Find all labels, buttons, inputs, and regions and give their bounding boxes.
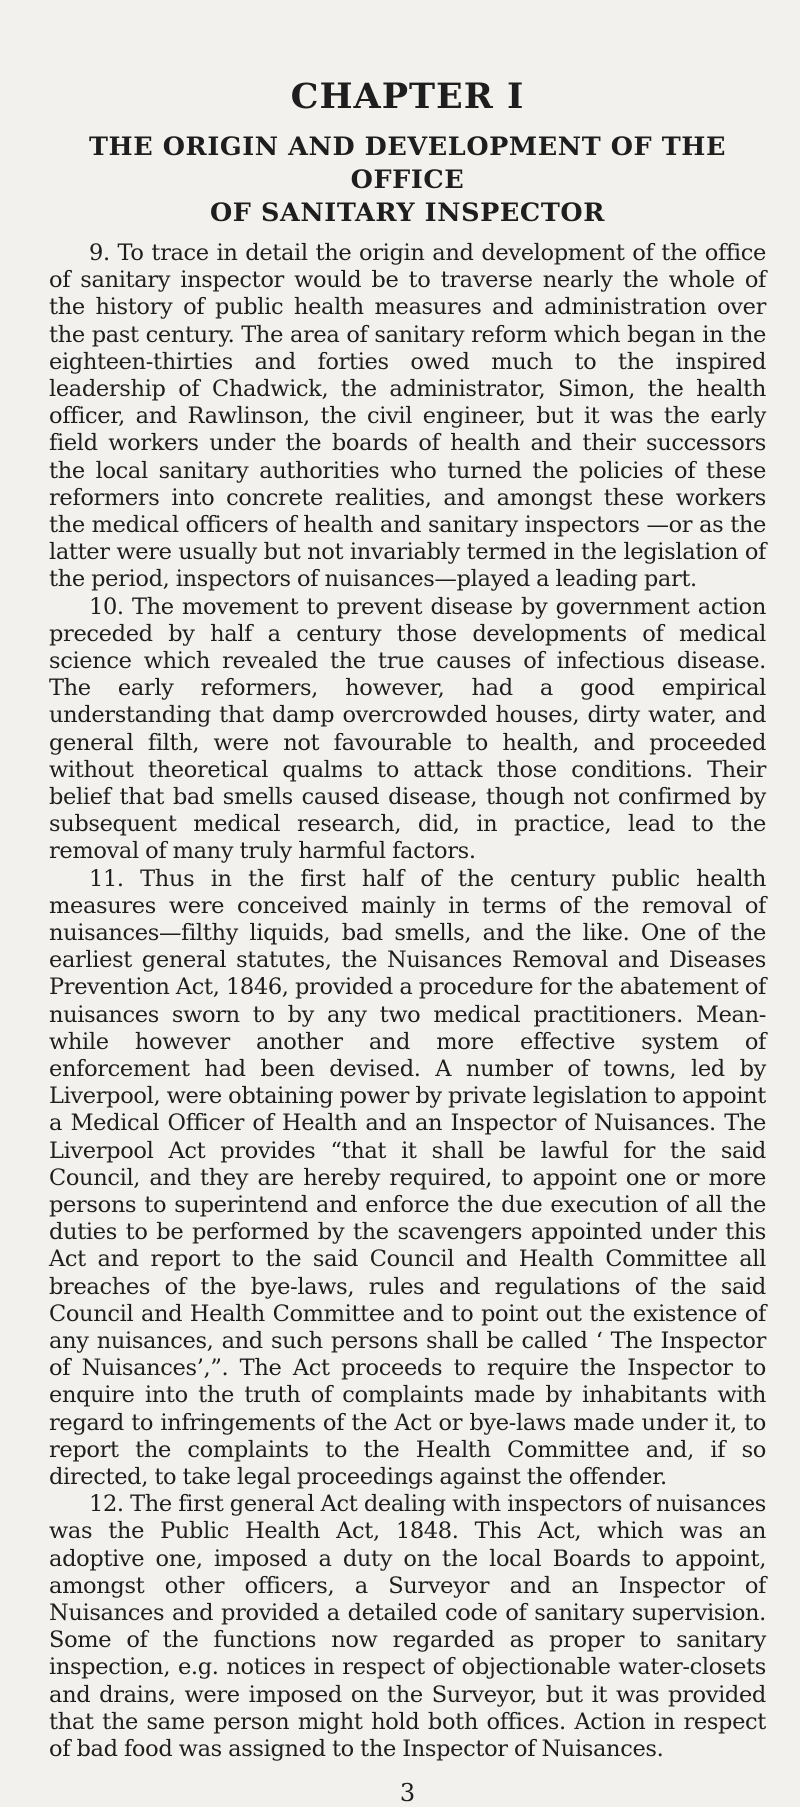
paragraph-12: 12. The first general Act dealing with inspectors of nuisances was the Public Health Act, 1848. This Act, which was an adoptive one, imposed a duty on the local Boards to appoint, amongst other officers, a Surveyor and an Inspector of Nuisances and provided a detailed code of sanitary supervision. Some of the functions now regarded as proper to sanitary inspection, e.g. notices in respect of objectionable water-closets and drains, were imposed on the Surveyor, but it was provided that the same person might hold both offices. Action in respect of bad food was assigned to the Inspector of Nuisances.	[49, 1491, 766, 1763]
chapter-heading: CHAPTER I	[290, 76, 525, 117]
paragraph-10: 10. The movement to prevent disease by government action preceded by half a century those developments of medical science which revealed the true causes of infectious disease. The early reformers, however, had a good empirical understanding that damp overcrowded houses, dirty water, and general filth, were not favourable to health, and proceeded without theoretical qualms to attack those conditions. Their belief that bad smells caused disease, though not confirmed by subsequent medical research, did, in practice, lead to the removal of many truly harmful factors.	[49, 593, 766, 865]
chapter-title	[49, 131, 766, 230]
paragraph-11: 11. Thus in the first half of the century public health measures were conceived mainly in terms of the removal of nuisances—filthy liquids, bad smells, and the like. One of the earliest general statutes, the Nuisances Removal and Diseases Prevention Act, 1846, provided a procedure for the abatement of nuisances sworn to by any two medical practitioners. Mean-while however another and more effective system of enforcement had been devised. A number of towns, led by Liverpool, were obtaining power by private legislation to appoint a Medical Officer of Health and an Inspector of Nuisances. The Liverpool Act provides “that it shall be lawful for the said Council, and they are hereby required, to appoint one or more persons to superintend and enforce the due execution of all the duties to be performed by the scavengers appointed under this Act and report to the said Council and Health Committee all breaches of the bye-laws, rules and regulations of the said Council and Health Committee and to point out the existence of any nuisances, and such persons shall be called ‘ The Inspector of Nuisances’,”. The Act proceeds to require the Inspector to enquire into the truth of complaints made by inhabitants with regard to infringements of the Act or bye-laws made under it, to report the complaints to the Health Committee and, if so directed, to take legal proceedings against the offender.	[49, 865, 766, 1491]
chapter-title-line-2: OF SANITARY INSPECTOR	[209, 197, 606, 228]
chapter-title-line-1: THE ORIGIN AND DEVELOPMENT OF THE OFFICE	[88, 131, 727, 195]
paragraph-9: 9. To trace in detail the origin and development of the office of sanitary inspector would be to traverse nearly the whole of the history of public health measures and administration over the past century. The area of sanitary reform which began in the eighteen-thirties and forties owed much to the inspired leadership of Chadwick, the administrator, Simon, the health officer, and Rawlinson, the civil engineer, but it was the early field workers under the boards of health and their successors the local sanitary authorities who turned the policies of these reformers into concrete realities, and amongst these workers the medical officers of health and sanitary inspectors —or as the latter were usually but not invariably termed in the legislation of the period, inspectors of nuisances—played a leading part.	[49, 239, 766, 593]
page-number: 3	[399, 1779, 416, 1807]
